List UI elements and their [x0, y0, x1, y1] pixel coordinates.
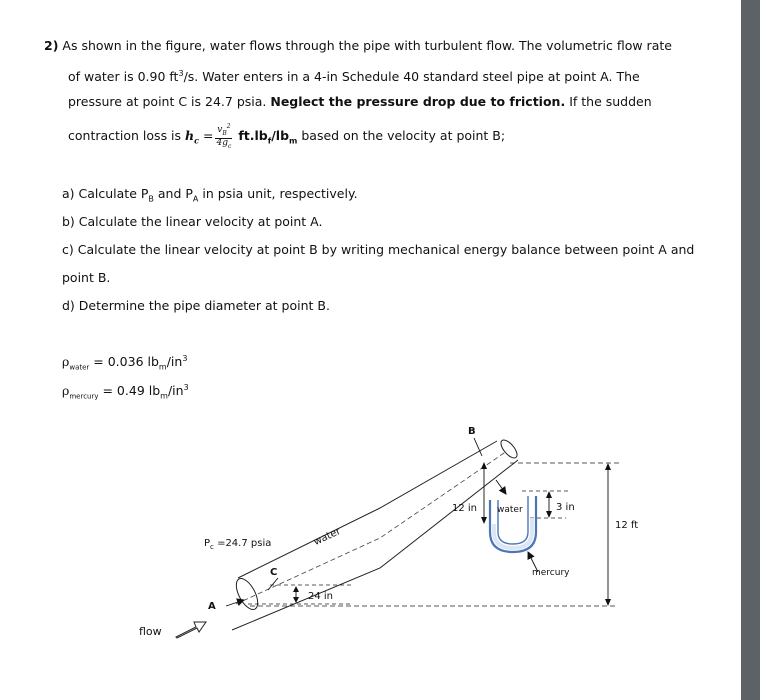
label-pipe-water: water: [312, 525, 343, 548]
question-b: b) Calculate the linear velocity at point A.: [62, 214, 323, 229]
equals-sign: =: [202, 127, 214, 143]
pipe-inlet-ellipse: [232, 575, 262, 613]
problem-text-3-bold: Neglect the pressure drop due to friction.: [270, 94, 566, 109]
unit-text: ft.lb: [238, 127, 268, 143]
pipe-outlet-ellipse: [498, 437, 520, 460]
point-a-pointer: [226, 600, 244, 606]
frac-numerator-sup: 2: [226, 123, 231, 130]
label-12ft: 12 ft: [615, 520, 639, 531]
question-a-sub1: B: [148, 194, 154, 204]
label-12in: 12 in: [452, 503, 478, 514]
frac-denominator-sub: c: [227, 142, 232, 150]
unit-sub-2: m: [289, 136, 298, 146]
problem-text-2b: /s. Water enters in a 4-in Schedule 40 standard steel pipe at point A. The: [183, 69, 640, 85]
label-24in: 24 in: [308, 591, 334, 602]
question-a-end: in psia unit, respectively.: [198, 186, 358, 201]
problem-number: 2): [44, 38, 59, 53]
rho-mercury-unit-end: /in: [167, 383, 184, 399]
label-pc: [204, 538, 271, 551]
scrollbar-track[interactable]: [741, 0, 760, 700]
pipe-lower-wall: [232, 460, 518, 630]
rho-water-value: = 0.036 lb: [89, 354, 159, 370]
frac-numerator-sub: B: [222, 129, 227, 137]
problem-text-2-sup: 3: [178, 69, 184, 78]
label-mercury: mercury: [532, 568, 570, 578]
label-manometer-water: water: [497, 505, 523, 515]
problem-text-4b: based on the velocity at point B;: [301, 127, 506, 143]
manometer-pointer: [496, 480, 506, 494]
flow-arrow: [176, 622, 206, 638]
label-pc-sub: c: [210, 543, 214, 551]
problem-text-3a: pressure at point C is 24.7 psia.: [68, 94, 267, 109]
rho-water-unit-sup: 3: [182, 354, 188, 363]
question-c-line2: point B.: [62, 270, 111, 285]
frac-denominator: 4g: [216, 137, 228, 148]
rho-mercury-unit-sup: 3: [183, 383, 189, 392]
frac-numerator: v: [217, 125, 223, 135]
hc-symbol: h: [185, 127, 195, 143]
label-pc-symbol: P: [204, 538, 211, 549]
label-b: B: [468, 426, 476, 437]
hc-subscript: c: [194, 135, 199, 146]
rho-water-sub: water: [69, 363, 90, 372]
unit-sub-1: f: [267, 136, 272, 146]
unit-mid: /lb: [271, 127, 290, 143]
rho-mercury-sub: mercury: [69, 392, 99, 401]
question-a-sub2: A: [192, 194, 199, 204]
problem-text-4a: contraction loss is: [68, 127, 182, 143]
rho-mercury-value: = 0.49 lb: [98, 383, 161, 399]
point-c-pointer: [268, 578, 278, 590]
problem-text-2a: of water is 0.90 ft: [68, 69, 179, 85]
question-a-text: a) Calculate P: [62, 186, 149, 201]
question-c-line1: c) Calculate the linear velocity at point B by writing mechanical energy balance between point A and: [62, 242, 695, 257]
label-3in: 3 in: [556, 502, 575, 513]
rho-water-symbol: ρ: [62, 354, 70, 370]
label-pc-value: =24.7 psia: [213, 538, 272, 549]
rho-mercury-unit-sub: m: [160, 391, 168, 401]
question-a-mid: and P: [153, 186, 193, 201]
pipe-centerline: [236, 451, 507, 604]
rho-mercury-symbol: ρ: [62, 383, 70, 399]
label-c: C: [270, 567, 278, 578]
problem-text-3b: If the sudden: [569, 94, 652, 109]
problem-text-1: As shown in the figure, water flows through the pipe with turbulent flow. The volumetric flow rate: [62, 38, 672, 53]
label-flow: flow: [139, 625, 162, 638]
rho-water-unit-sub: m: [158, 362, 167, 372]
rho-water-unit-end: /in: [166, 354, 183, 370]
label-a: A: [208, 601, 216, 612]
question-d: d) Determine the pipe diameter at point B.: [62, 298, 330, 313]
